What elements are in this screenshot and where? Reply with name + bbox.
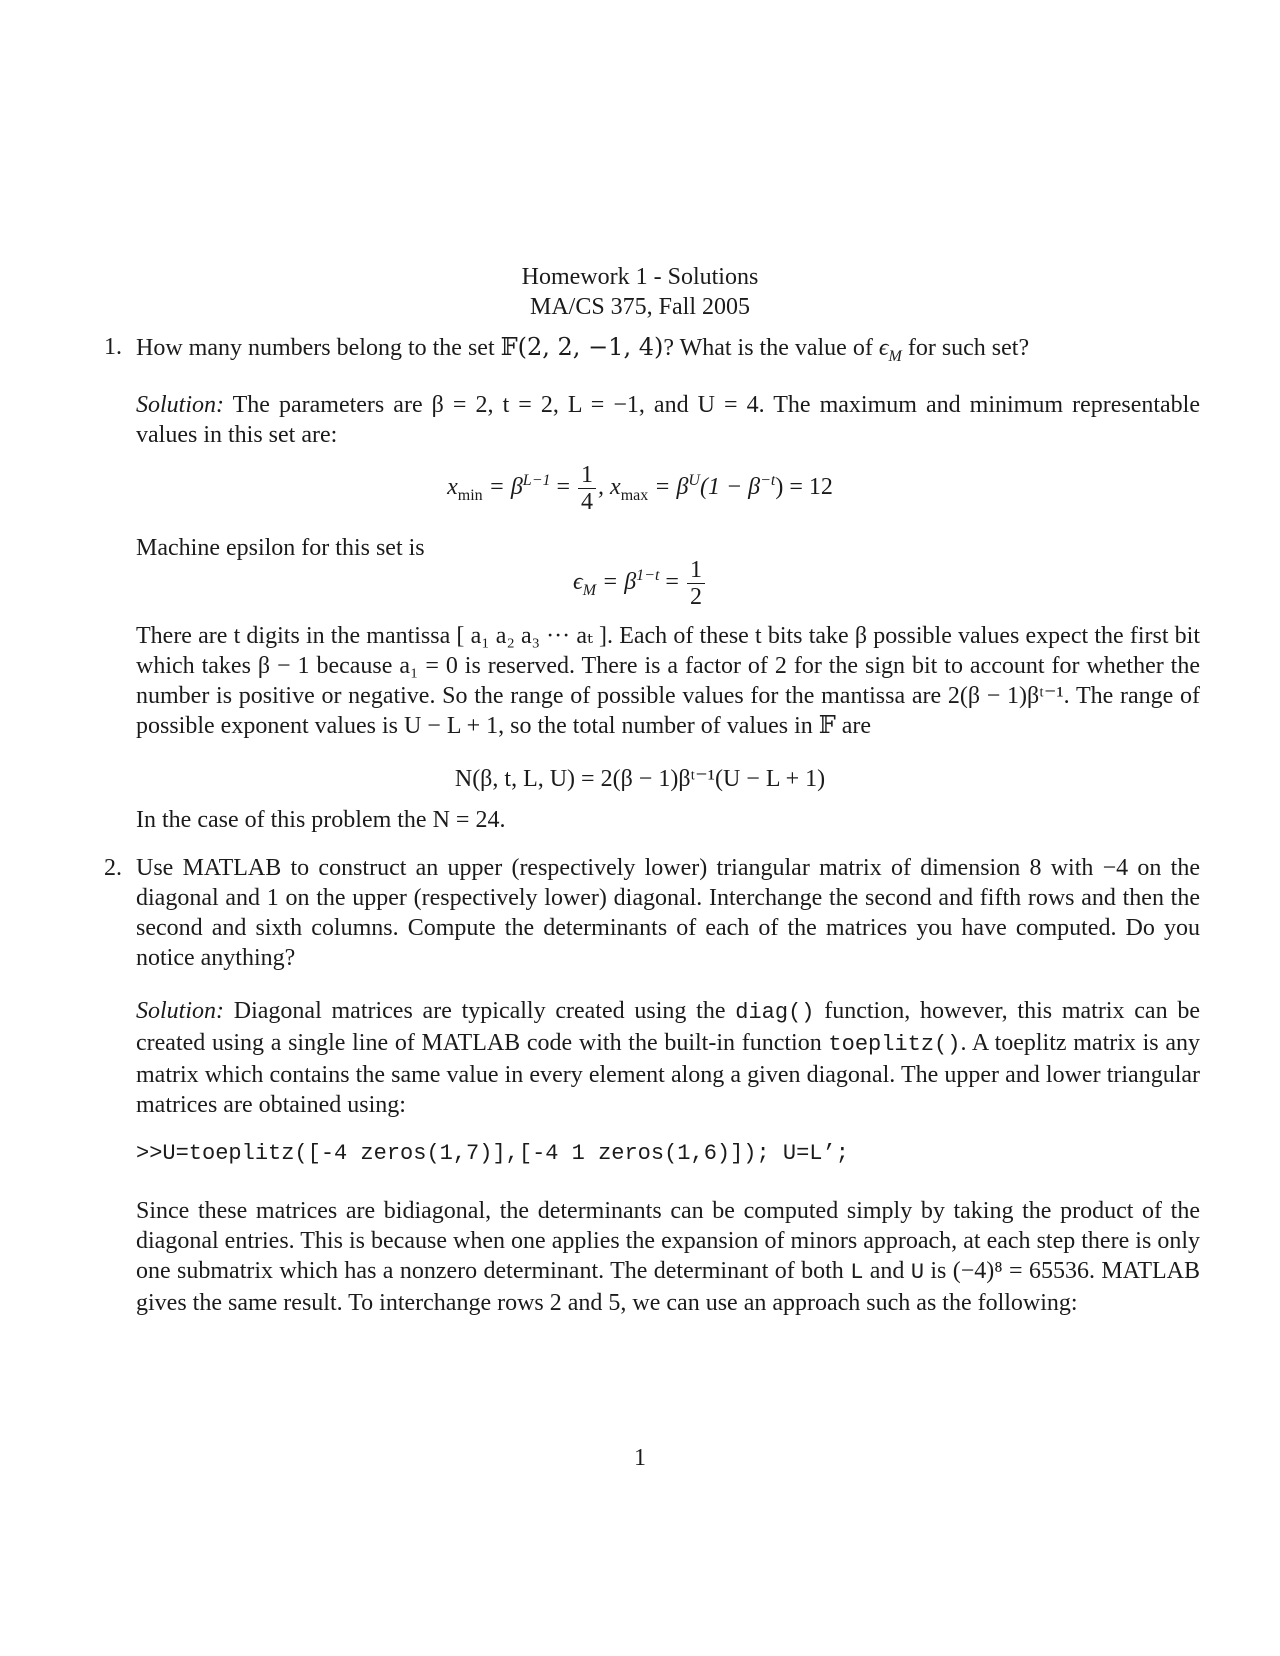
eps-exponent: 1−t (636, 567, 660, 585)
epsilon-intro: Machine epsilon for this set is (136, 535, 425, 561)
bidiagonal-text-a: Since these matrices are bidiagonal, the determinants can be computed simply by taking the product of the diagonal entries. This is because when one applies the expansion of minors approach, at each step there is only one submatrix which has a nonzero determinant. The determinant of both (136, 1198, 1200, 1284)
bidiagonal-text-c: is (−4)⁸ = 65536. MATLAB gives the same result. To interchange rows 2 and 5, we can use an approach such as the following: (136, 1258, 1201, 1316)
course-line: MA/CS 375, Fall 2005 (529, 294, 751, 320)
question-text-b: ? What is the value of (663, 335, 879, 361)
xmax-paren-exponent: −t (760, 472, 776, 490)
problem-1-number: 1. (104, 334, 122, 360)
xmin-numerator: 1 (578, 462, 596, 489)
eps-equals: = (659, 569, 685, 596)
problem-1-conclusion: In the case of this problem the N = 24. (136, 807, 506, 833)
eps-sub: M (582, 581, 597, 599)
xmax-symbol: , x (598, 474, 621, 501)
xmax-sub: max (620, 486, 649, 504)
bidiagonal-text-b: and (863, 1258, 911, 1284)
solution-label: Solution: (136, 392, 224, 418)
equation-xmin-xmax (0, 462, 1280, 515)
problem-2-solution (136, 996, 1200, 1120)
code-toeplitz: toeplitz() (828, 1032, 961, 1057)
problem-1-solution (136, 390, 1200, 450)
mantissa-paragraph: There are t digits in the mantissa [ a₁ a₂ a₃ ··· aₜ ]. Each of these t bits take β possible values expect the first bit which takes β − 1 because a₁ = 0 is reserved. There is a factor of 2 for the sign bit to account for whether the number is positive or negative. So the range of possible values for the mantissa are 2(β − 1)βᵗ⁻¹. The range of possible exponent values is U − L + 1, so the total number of values in 𝔽 are (136, 623, 1200, 739)
xmax-end: ) = 12 (775, 474, 833, 501)
xmin-symbol: x (447, 474, 458, 501)
question-eps: ϵ (878, 335, 889, 361)
xmax-exponent: U (688, 472, 700, 490)
document-header (0, 262, 1280, 322)
problem-2-question: Use MATLAB to construct an upper (respectively lower) triangular matrix of dimension 8 with −4 on the diagonal and 1 on the upper (respectively lower) diagonal. Interchange the second and fifth rows and then the second and sixth columns. Compute the determinants of each of the matrices you have computed. Do you notice anything? (136, 855, 1200, 971)
document-title: Homework 1 - Solutions (521, 264, 759, 290)
question-set: 𝔽(2, 2, −1, 4) (500, 333, 664, 361)
xmin-exponent: L−1 (522, 472, 551, 490)
problem-1-question (136, 332, 1200, 363)
eps-symbol: ϵ (573, 569, 583, 596)
matlab-code-line: >>U=toeplitz([-4 zeros(1,7)],[-4 1 zeros(1,6)]); U=L’; (136, 1141, 849, 1166)
code-L: L (850, 1260, 864, 1285)
question-text-c: for such set? (901, 335, 1030, 361)
xmin-beta: = β (482, 474, 523, 501)
eps-numerator: 1 (687, 557, 705, 584)
eps-denominator: 2 (689, 584, 702, 610)
solution-2-label: Solution: (136, 998, 224, 1024)
xmin-denominator: 4 (581, 489, 594, 515)
code-U: U (910, 1260, 925, 1285)
question-text-a: How many numbers belong to the set (136, 335, 501, 361)
xmax-beta: = β (648, 474, 689, 501)
xmax-paren: (1 − β (699, 474, 761, 501)
bidiagonal-paragraph (136, 1196, 1200, 1318)
xmin-equals: = (550, 474, 577, 501)
solution-text: The parameters are β = 2, t = 2, L = −1, and U = 4. The maximum and minimum representable values in this set are: (136, 392, 1200, 448)
eps-fraction (687, 557, 705, 610)
question-eps-sub: M (888, 347, 902, 365)
xmin-fraction (578, 462, 596, 515)
solution-2-text-a: Diagonal matrices are typically created using the (224, 998, 736, 1024)
problem-2-number: 2. (104, 855, 122, 881)
xmin-sub: min (457, 486, 483, 504)
solution-2-text-b: function, however, this matrix can be created using a single line of MATLAB code with the built-in function (136, 998, 1201, 1056)
page-number: 1 (634, 1445, 646, 1471)
solution-2-text-c: . A toeplitz matrix is any matrix which contains the same value in every element along a given diagonal. The upper and lower triangular matrices are obtained using: (136, 1030, 1200, 1118)
code-diag: diag() (735, 1000, 815, 1025)
equation-epsilon (0, 557, 1280, 610)
equation-N: N(β, t, L, U) = 2(β − 1)βᵗ⁻¹(U − L + 1) (454, 766, 826, 792)
eps-beta: = β (596, 569, 637, 596)
